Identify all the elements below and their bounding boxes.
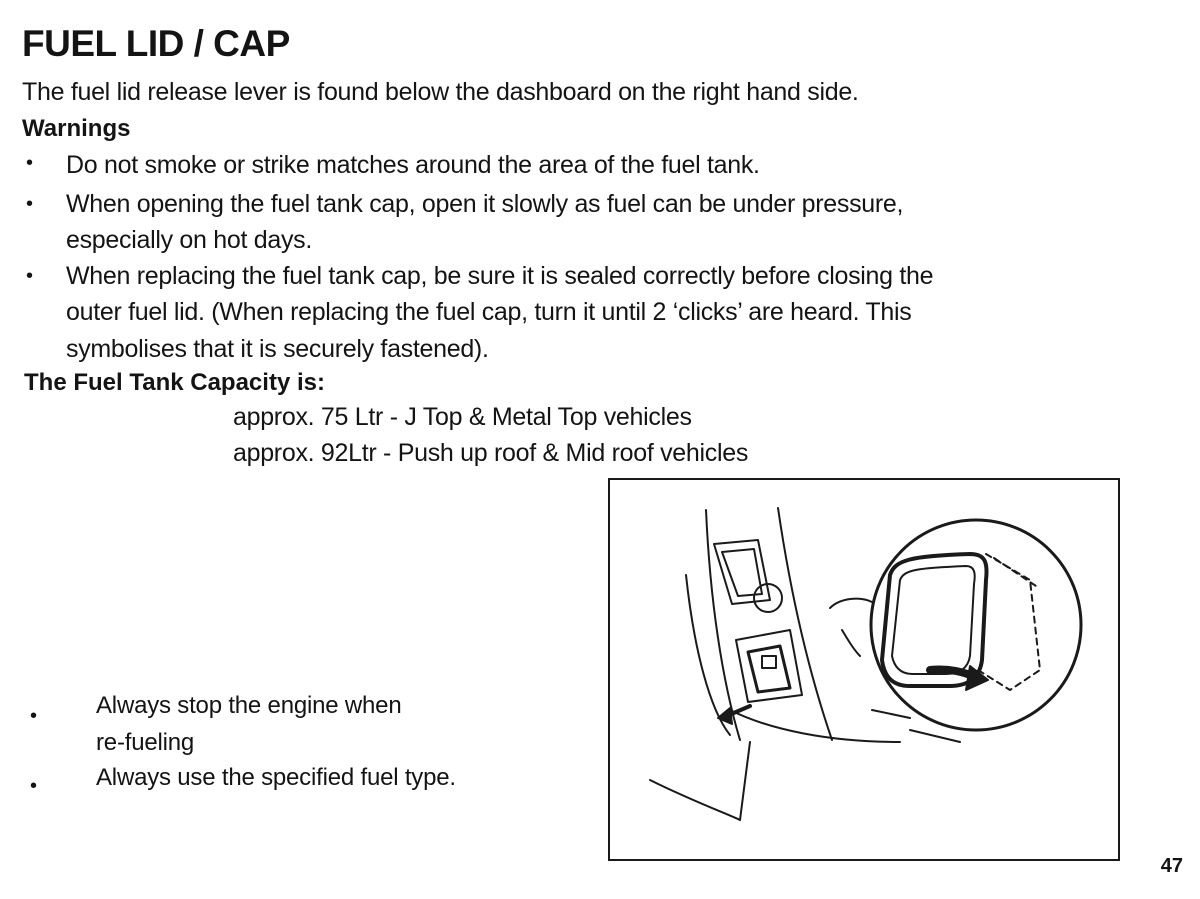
- side-note-2: Always use the specified fuel type.: [96, 764, 456, 791]
- page-number: 47: [1160, 855, 1183, 877]
- warning-item-3-cont2: symbolises that it is securely fastened).: [66, 335, 489, 363]
- warnings-heading: Warnings: [22, 115, 131, 142]
- capacity-line-2: approx. 92Ltr - Push up roof & Mid roof vehicles: [233, 439, 749, 467]
- magnifier-circle: [871, 520, 1081, 730]
- capacity-line-1: approx. 75 Ltr - J Top & Metal Top vehicles: [233, 403, 692, 431]
- warning-item-2: When opening the fuel tank cap, open it slowly as fuel can be under pressure,: [66, 190, 904, 218]
- fuel-lid-lever-illustration: [608, 478, 1120, 861]
- bullet-marker: •: [30, 705, 38, 727]
- bullet-marker: •: [30, 775, 38, 797]
- bullet-marker: •: [26, 265, 34, 287]
- warning-item-3: When replacing the fuel tank cap, be sure it is sealed correctly before closing the: [66, 262, 934, 290]
- bullet-marker: •: [26, 152, 34, 174]
- side-note-1-cont: re-fueling: [96, 729, 195, 756]
- warning-item-3-cont: outer fuel lid. (When replacing the fuel cap, turn it until 2 ‘clicks’ are heard. This: [66, 298, 912, 326]
- capacity-heading: The Fuel Tank Capacity is:: [24, 369, 325, 396]
- open-arrow-icon: [966, 666, 988, 690]
- page-title: FUEL LID / CAP: [22, 23, 290, 64]
- intro-paragraph: The fuel lid release lever is found below the dashboard on the right hand side.: [22, 78, 859, 106]
- warning-item-1: Do not smoke or strike matches around the area of the fuel tank.: [66, 151, 760, 179]
- warning-item-2-cont: especially on hot days.: [66, 226, 313, 254]
- pull-arrow-icon: [718, 708, 732, 724]
- side-note-1: Always stop the engine when: [96, 692, 402, 719]
- bullet-marker: •: [26, 193, 34, 215]
